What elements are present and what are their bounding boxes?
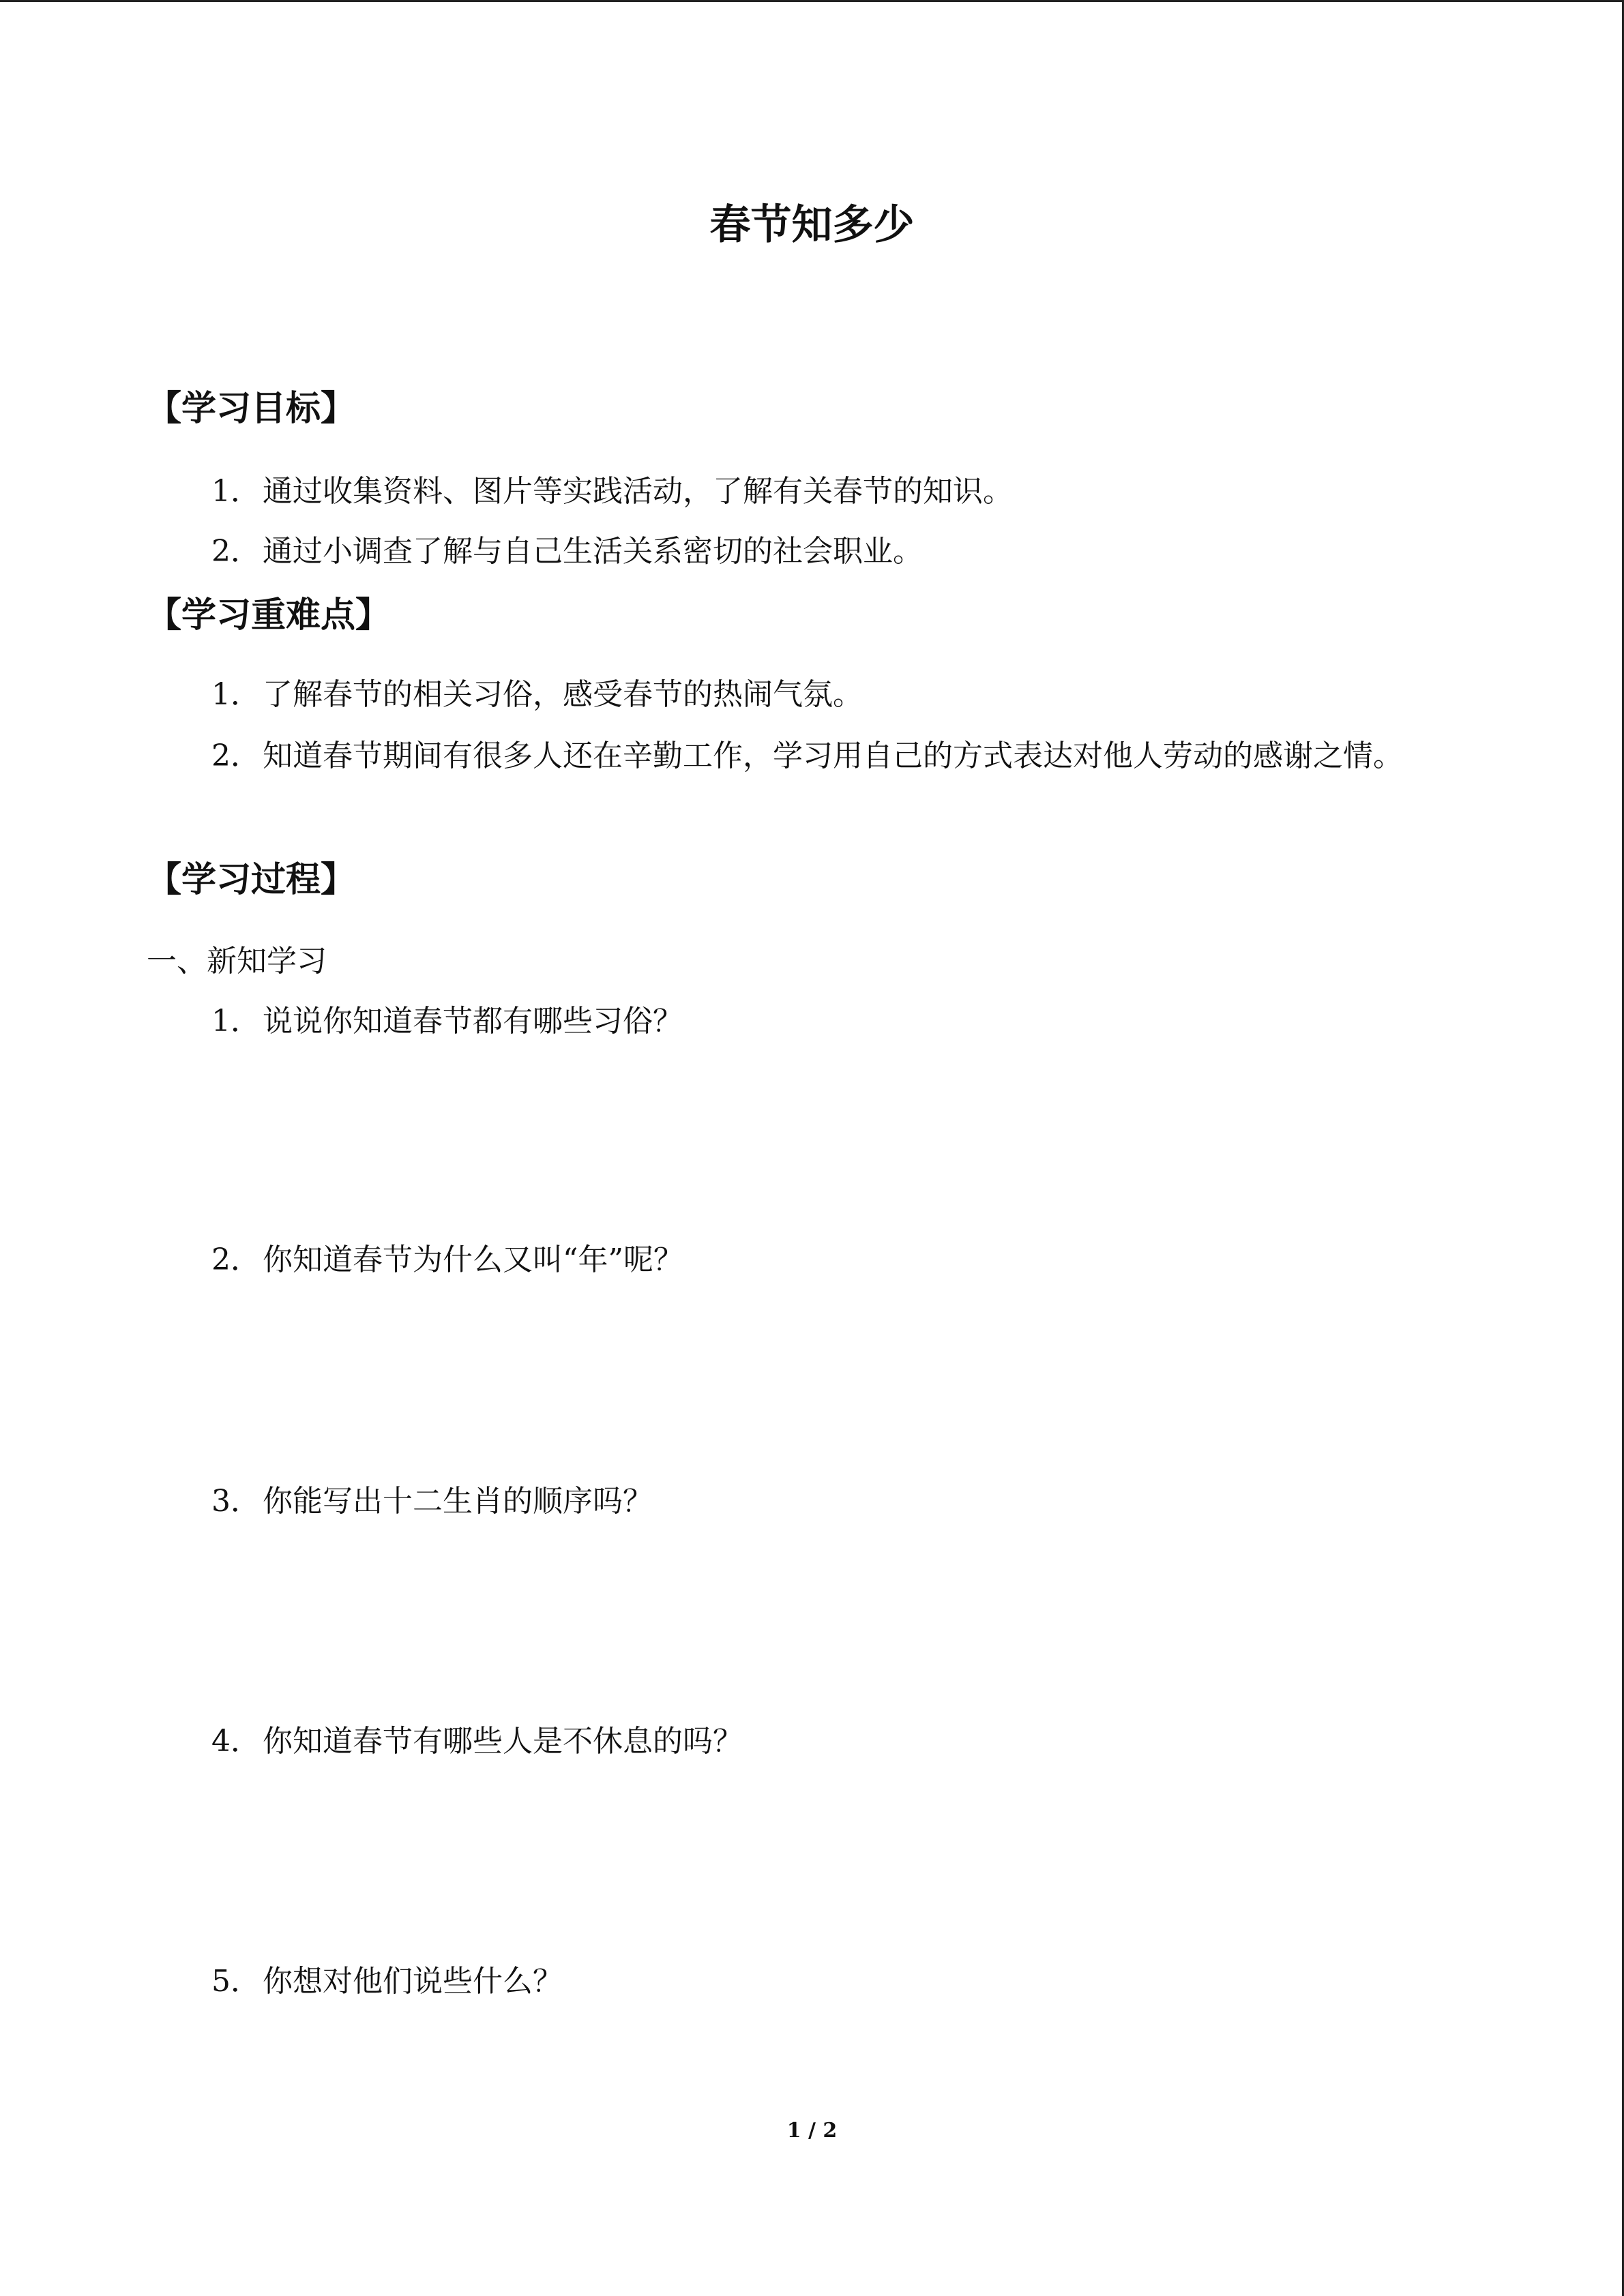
question-item-3-number: 3． xyxy=(211,1484,261,1519)
objective-item-2-number: 2． xyxy=(211,534,261,569)
question-item-4 xyxy=(211,1724,743,1759)
question-item-2-text: 你知道春节为什么又叫“年”呢？ xyxy=(263,1242,683,1277)
key-point-item-2 xyxy=(147,726,1483,786)
objective-item-1 xyxy=(211,474,1013,509)
question-item-4-number: 4． xyxy=(211,1724,261,1759)
objective-item-2-text: 通过小调查了解与自己生活关系密切的社会职业。 xyxy=(263,534,923,569)
page-title: 春节知多少 xyxy=(709,201,915,249)
objective-item-1-number: 1． xyxy=(211,474,261,509)
objective-item-2 xyxy=(211,534,923,569)
question-item-1-text: 说说你知道春节都有哪些习俗？ xyxy=(263,1004,683,1039)
question-item-5 xyxy=(211,1964,563,1999)
question-item-4-text: 你知道春节有哪些人是不休息的吗？ xyxy=(263,1724,743,1759)
process-subheading: 一、新知学习 xyxy=(147,944,327,979)
question-item-5-number: 5． xyxy=(211,1964,261,1999)
question-item-3-text: 你能写出十二生肖的顺序吗？ xyxy=(263,1484,653,1519)
objectives-heading: 【学习目标】 xyxy=(147,388,356,429)
process-heading: 【学习过程】 xyxy=(147,859,356,900)
question-item-2 xyxy=(211,1242,683,1277)
key-point-item-1-text: 了解春节的相关习俗，感受春节的热闹气氛。 xyxy=(263,677,863,712)
top-border-line xyxy=(0,0,1624,2)
question-item-1 xyxy=(211,1004,683,1039)
objective-item-1-text: 通过收集资料、图片等实践活动，了解有关春节的知识。 xyxy=(263,474,1013,509)
page-number: 1 / 2 xyxy=(786,2119,838,2143)
key-point-item-2-text: 知道春节期间有很多人还在辛勤工作，学习用自己的方式表达对他人劳动的感谢之情。 xyxy=(263,739,1403,773)
question-item-1-number: 1． xyxy=(211,1004,261,1039)
key-point-item-1-number: 1． xyxy=(211,677,261,712)
question-item-5-text: 你想对他们说些什么？ xyxy=(263,1964,563,1999)
key-points-heading: 【学习重难点】 xyxy=(147,595,391,636)
key-point-item-2-number: 2． xyxy=(211,739,261,773)
question-item-2-number: 2． xyxy=(211,1242,261,1277)
key-point-item-1 xyxy=(211,677,863,712)
question-item-3 xyxy=(211,1484,653,1519)
